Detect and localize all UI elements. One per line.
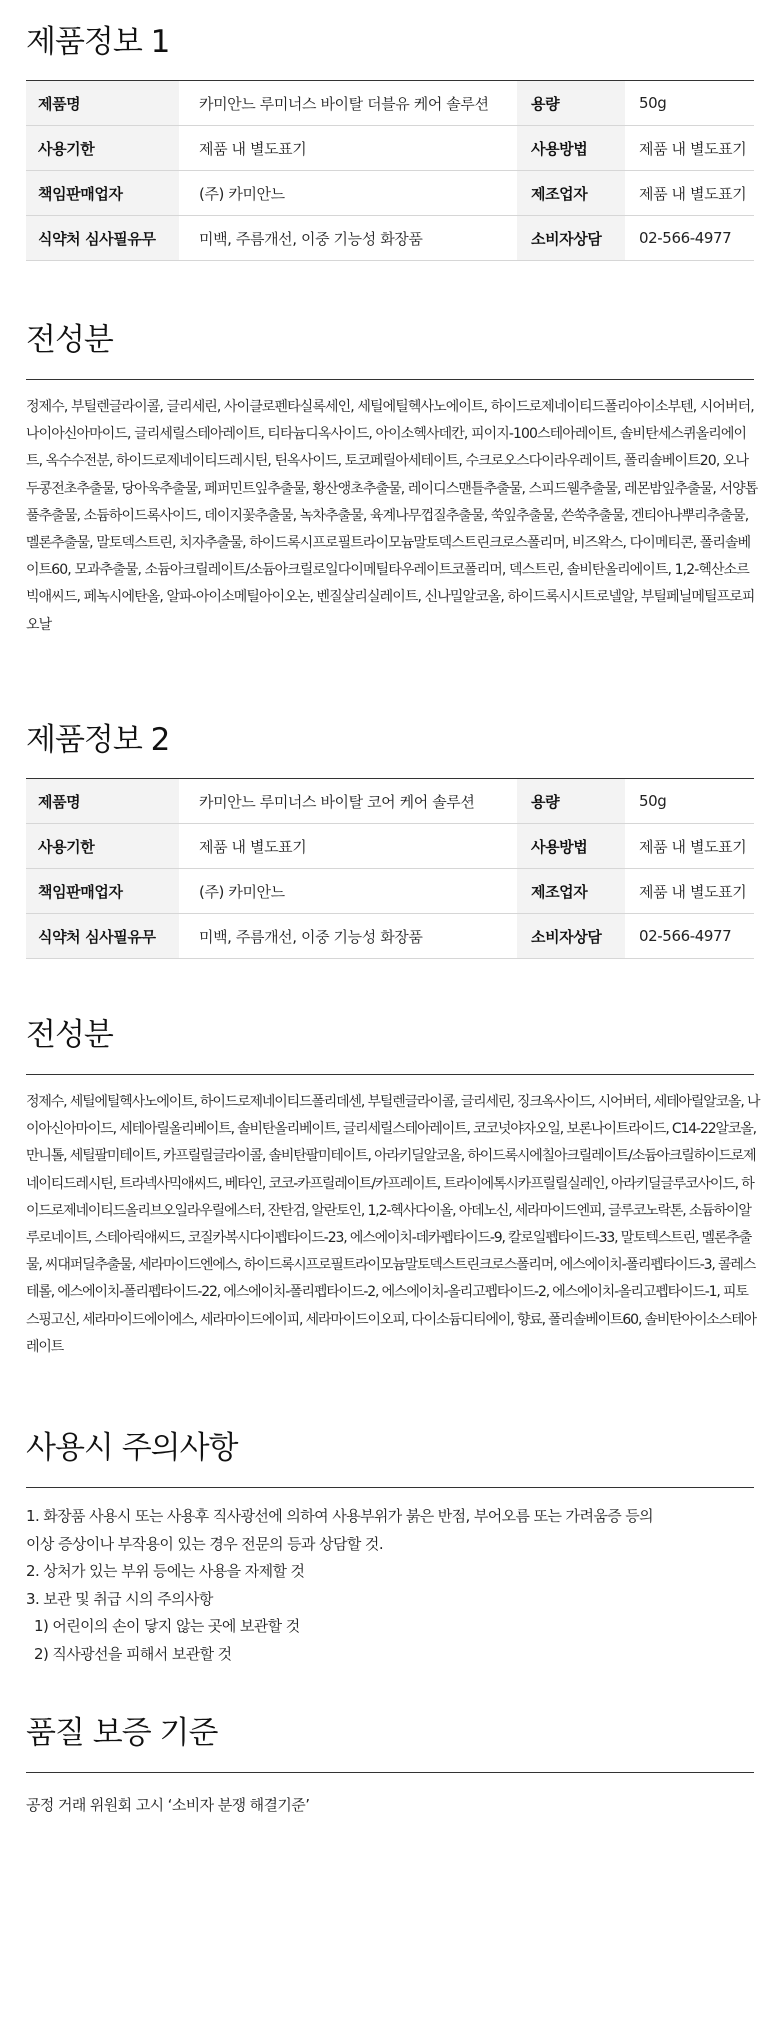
table-row	[26, 216, 754, 261]
value-seller: (주) 카미안느	[179, 171, 517, 216]
ingredients-2-text: 정제수, 세틸에틸헥사노에이트, 하이드로제네이티드폴리데센, 부틸렌글라이콜, 글리세린, 징크옥사이드, 시어버터, 세테아릴알코올, 나이아신아마이드, 세테아릴올리베이트, 솔비탄올리베이트, 글리세릴스테아레이트, 코코넛야자오일, 보론나이트라이드, C14-22알코올, 만니톨, 세틸팔미테이트, 카프릴릴글라이콜, 솔비탄팔미테이트, 아라키딜알코올, 하이드록시에칠아크릴레이트/소듐아크릴하이드로제네이티드레시틴, 트라넥사믹애씨드, 베타인, 코코-카프릴레이트/카프레이트, 트라이에톡시카프릴릴실레인, 아라키딜글루코사이드, 하이드로제네이티드올리브오일라우릴에스터, 잔탄검, 알란토인, 1,2-헥사다이올, 아데노신, 세라마이드엔피, 글루코노락톤, 소듐하이알루로네이트, 스테아릭애씨드, 코질카복시다이펩타이드-23, 에스에이치-데카펩타이드-9, 칼로일펩타이드-33, 말토텍스트린, 멜론추출물, 씨대퍼딜추출물, 세라마이드엔에스, 하이드록시프로필트라이모늄말토덱스트린크로스폴리머, 에스에이치-폴리펩타이드-3, 콜레스테롤, 에스에이치-폴리펩타이드-22, 에스에이치-폴리펩타이드-2, 에스에이치-올리고펩타이드-2, 에스에이치-올리고펩타이드-1, 피토스핑고신, 세라마이드에이에스, 세라마이드에이피, 세라마이드이오피, 다이소듐디티에이, 향료, 폴리솔베이트60, 솔비탄아이소스테아레이트	[26, 1094, 760, 1355]
label-mfds-review: 식약처 심사필유무	[26, 216, 179, 261]
product-info-1-title: 제품정보 1	[26, 24, 170, 60]
label-volume: 용량	[517, 81, 625, 126]
label-manufacturer: 제조업자	[517, 171, 625, 216]
caution-title: 사용시 주의사항	[26, 1430, 238, 1466]
ingredients-1-divider	[26, 379, 754, 380]
caution-line: 1. 화장품 사용시 또는 사용후 직사광선에 의하여 사용부위가 붉은 반점, 부어오름 또는 가려움증 등의	[26, 1507, 654, 1525]
table-row	[26, 126, 754, 171]
label-manufacturer: 제조업자	[517, 869, 625, 914]
value-product-name: 카미안느 루미너스 바이탈 코어 케어 솔루션	[179, 779, 517, 824]
value-mfds-review: 미백, 주름개선, 이중 기능성 화장품	[179, 914, 517, 959]
table-row	[26, 171, 754, 216]
value-expiry: 제품 내 별도표기	[179, 126, 517, 171]
caution-subline: 1) 어린이의 손이 닿지 않는 곳에 보관할 것	[34, 1617, 300, 1635]
table-row	[26, 81, 754, 126]
table-row	[26, 824, 754, 869]
value-expiry: 제품 내 별도표기	[179, 824, 517, 869]
table-row	[26, 779, 754, 824]
value-usage: 제품 내 별도표기	[625, 126, 754, 171]
label-mfds-review: 식약처 심사필유무	[26, 914, 179, 959]
value-manufacturer: 제품 내 별도표기	[625, 869, 754, 914]
value-product-name: 카미안느 루미너스 바이탈 더블유 케어 솔루션	[179, 81, 517, 126]
table-row	[26, 914, 754, 959]
value-consumer-support: 02-566-4977	[625, 914, 754, 959]
ingredients-1-title: 전성분	[26, 322, 113, 358]
product-info-2-title: 제품정보 2	[26, 722, 170, 758]
value-volume: 50g	[625, 81, 754, 126]
caution-subline: 2) 직사광선을 피해서 보관할 것	[34, 1644, 232, 1663]
label-product-name: 제품명	[26, 779, 179, 824]
label-volume: 용량	[517, 779, 625, 824]
value-seller: (주) 카미안느	[179, 869, 517, 914]
product-info-1-table	[26, 81, 754, 261]
quality-divider	[26, 1772, 754, 1773]
value-mfds-review: 미백, 주름개선, 이중 기능성 화장품	[179, 216, 517, 261]
caution-list	[26, 1503, 756, 1668]
caution-line: 3. 보관 및 취급 시의 주의사항	[26, 1589, 213, 1608]
label-expiry: 사용기한	[26, 824, 179, 869]
label-seller: 책임판매업자	[26, 869, 179, 914]
label-seller: 책임판매업자	[26, 171, 179, 216]
label-usage: 사용방법	[517, 824, 625, 869]
value-volume: 50g	[625, 779, 754, 824]
caution-line: 2. 상처가 있는 부위 등에는 사용을 자제할 것	[26, 1562, 305, 1580]
label-product-name: 제품명	[26, 81, 179, 126]
quality-text: 공정 거래 위원회 고시 ‘소비자 분쟁 해결기준’	[26, 1796, 310, 1814]
caution-line: 이상 증상이나 부작용이 있는 경우 전문의 등과 상담할 것.	[26, 1534, 383, 1553]
label-consumer-support: 소비자상담	[517, 914, 625, 959]
quality-title: 품질 보증 기준	[26, 1715, 218, 1751]
label-expiry: 사용기한	[26, 126, 179, 171]
table-row	[26, 869, 754, 914]
value-consumer-support: 02-566-4977	[625, 216, 754, 261]
label-consumer-support: 소비자상담	[517, 216, 625, 261]
caution-divider	[26, 1487, 754, 1488]
ingredients-2-divider	[26, 1074, 754, 1075]
label-usage: 사용방법	[517, 126, 625, 171]
value-usage: 제품 내 별도표기	[625, 824, 754, 869]
value-manufacturer: 제품 내 별도표기	[625, 171, 754, 216]
ingredients-2-title: 전성분	[26, 1017, 113, 1053]
product-info-2-table	[26, 779, 754, 959]
ingredients-1-text: 정제수, 부틸렌글라이콜, 글리세린, 사이클로펜타실록세인, 세틸에틸헥사노에이트, 하이드로제네이티드폴리아이소부텐, 시어버터, 나이아신아마이드, 글리세릴스테아레이트, 티타늄디옥사이드, 아이소헥사데칸, 피이지-100스테아레이트, 솔비탄세스퀴올리에이트, 옥수수전분, 하이드로제네이티드레시틴, 틴옥사이드, 토코페릴아세테이트, 수크로오스다이라우레이트, 폴리솔베이트20, 오나두콩전초추출물, 당아욱추출물, 페퍼민트잎추출물, 황산앵초추출물, 레이디스맨틀추출물, 스피드웰추출물, 레몬밤잎추출물, 서양톱풀추출물, 소듐하이드록사이드, 데이지꽃추출물, 녹차추출물, 육계나무껍질추출물, 쑥잎추출물, 쓴쑥추출물, 겐티아나뿌리추출물, 멜론추출물, 말토덱스트린, 치자추출물, 하이드록시프로필트라이모늄말토덱스트린크로스폴리머, 비즈왁스, 다이메티콘, 폴리솔베이트60, 모과추출물, 소듐아크릴레이트/소듐아크릴로일다이메틸타우레이트코폴리머, 덱스트린, 솔비탄올리에이트, 1,2-헥산소르빅애씨드, 페녹시에탄올, 알파-아이소메틸아이오논, 벤질살리실레이트, 신나밀알코올, 하이드록시시트로넬알, 부틸페닐메틸프로피오날	[26, 399, 758, 633]
